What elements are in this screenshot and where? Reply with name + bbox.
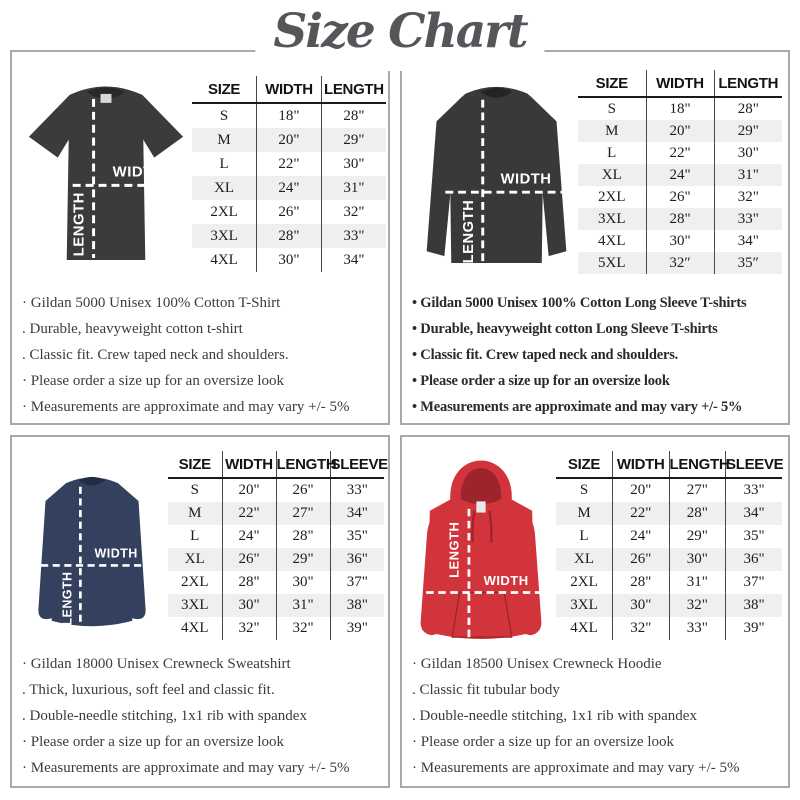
size-cell: 28" <box>276 525 330 548</box>
column-header: SLEEVE <box>726 451 783 478</box>
size-cell: 30" <box>613 594 670 617</box>
bullet-line: . Durable, heavyweight cotton t-shirt <box>22 321 243 337</box>
bullet-line: • Classic fit. Crew taped neck and shoulders. <box>412 347 679 363</box>
size-cell: 20" <box>257 128 322 152</box>
size-cell: M <box>188 505 202 521</box>
size-cell: 18" <box>646 97 714 120</box>
size-cell: 27" <box>669 478 726 502</box>
size-cell: 31" <box>714 164 782 186</box>
bullet-line: · Please order a size up for an oversize look <box>22 734 284 750</box>
size-cell: 20" <box>646 120 714 142</box>
size-cell: 37" <box>726 571 783 594</box>
long-sleeve-description <box>412 290 784 420</box>
size-row <box>192 200 386 224</box>
size-row <box>168 594 384 617</box>
size-cell: 28" <box>222 571 276 594</box>
panel-tshirt <box>10 50 390 425</box>
length-label: LENGTH <box>446 521 462 578</box>
size-cell: 2XL <box>570 574 598 590</box>
size-row <box>192 248 386 272</box>
size-cell: 34" <box>726 502 783 525</box>
size-cell: 36" <box>726 548 783 571</box>
size-row <box>556 617 782 640</box>
column-header: SLEEVE <box>330 451 384 478</box>
size-cell: 29" <box>669 525 726 548</box>
sweatshirt-description <box>22 651 384 781</box>
size-cell: S <box>190 482 199 498</box>
size-row <box>168 502 384 525</box>
column-header: LENGTH <box>714 70 782 97</box>
bullet-line: . Classic fit tubular body <box>412 682 560 698</box>
bullet-line: . Double-needle stitching, 1x1 rib with spandex <box>412 708 697 724</box>
hoodie-description <box>412 651 784 781</box>
tshirt-image <box>14 64 198 280</box>
size-cell: 32″ <box>646 252 714 274</box>
bullet-line: · Please order a size up for an oversize look <box>412 734 674 750</box>
size-cell: 30" <box>714 142 782 164</box>
size-row <box>578 142 782 164</box>
panel-sweatshirt <box>10 435 390 788</box>
column-header: WIDTH <box>257 76 322 103</box>
size-cell: 34" <box>321 248 386 272</box>
hoodie-neck-label <box>476 501 485 512</box>
size-cell: 28" <box>669 502 726 525</box>
size-cell: 3XL <box>598 210 626 227</box>
size-row <box>192 152 386 176</box>
size-row <box>556 548 782 571</box>
size-cell: 24" <box>257 176 322 200</box>
size-row <box>192 103 386 128</box>
size-row <box>556 478 782 502</box>
sweatshirt-image <box>16 451 168 653</box>
size-cell: M <box>577 505 591 521</box>
size-table-header-row <box>556 451 782 478</box>
size-cell: 29" <box>321 128 386 152</box>
size-cell: 2XL <box>181 574 209 590</box>
size-cell: 30" <box>669 548 726 571</box>
size-row <box>556 594 782 617</box>
size-row <box>556 525 782 548</box>
column-header: LENGTH <box>276 451 330 478</box>
size-cell: 32" <box>222 617 276 640</box>
hoodie-image <box>402 449 560 657</box>
page-title: Size Chart <box>255 0 544 71</box>
column-header: WIDTH <box>613 451 670 478</box>
panel-hoodie <box>400 435 790 788</box>
size-row <box>578 230 782 252</box>
size-cell: 2XL <box>210 203 238 220</box>
column-header: WIDTH <box>222 451 276 478</box>
size-cell: 24" <box>646 164 714 186</box>
size-cell: 22" <box>646 142 714 164</box>
bullet-line: · Measurements are approximate and may vary +/- 5% <box>412 760 740 776</box>
size-cell: 32" <box>714 186 782 208</box>
size-cell: 31" <box>276 594 330 617</box>
bullet-line: . Double-needle stitching, 1x1 rib with spandex <box>22 708 307 724</box>
size-cell: 32" <box>276 617 330 640</box>
size-cell: 35" <box>726 525 783 548</box>
length-label: LENGTH <box>71 192 88 257</box>
size-table-header-row <box>578 70 782 97</box>
bullet-line: • Durable, heavyweight cotton Long Sleeve T-shirts <box>412 321 718 337</box>
size-cell: 35" <box>330 525 384 548</box>
size-cell: 33" <box>330 478 384 502</box>
sweatshirt-size-table <box>168 451 388 640</box>
size-row <box>168 571 384 594</box>
column-header: SIZE <box>192 76 257 103</box>
size-cell: 22" <box>222 502 276 525</box>
column-header: SIZE <box>168 451 222 478</box>
size-cell: 5XL <box>598 254 626 271</box>
size-row <box>578 208 782 230</box>
size-cell: 28" <box>321 103 386 128</box>
bullet-line: · Measurements are approximate and may vary +/- 5% <box>22 399 350 415</box>
size-row <box>192 176 386 200</box>
length-label: LENGTH <box>60 571 75 626</box>
size-cell: L <box>219 155 229 172</box>
column-header: SIZE <box>578 70 646 97</box>
size-cell: 39" <box>330 617 384 640</box>
size-table-header-row <box>192 76 386 103</box>
size-row <box>168 525 384 548</box>
size-cell: S <box>607 100 616 117</box>
size-cell: M <box>217 131 231 148</box>
size-cell: 24" <box>613 525 670 548</box>
width-label: WIDTH <box>112 164 164 181</box>
hoodie-pocket <box>452 593 511 638</box>
size-row <box>192 224 386 248</box>
size-cell: 29" <box>276 548 330 571</box>
panel-long-sleeve <box>400 50 790 425</box>
size-cell: 4XL <box>598 232 626 249</box>
size-cell: 32" <box>321 200 386 224</box>
size-cell: 33" <box>726 478 783 502</box>
size-cell: 38" <box>726 594 783 617</box>
bullet-line: • Please order a size up for an oversize look <box>412 373 670 389</box>
size-cell: 26" <box>646 186 714 208</box>
size-cell: 30" <box>321 152 386 176</box>
size-cell: 3XL <box>570 597 598 613</box>
size-cell: 30" <box>276 571 330 594</box>
column-header: LENGTH <box>669 451 726 478</box>
size-cell: 30" <box>222 594 276 617</box>
size-row <box>578 120 782 142</box>
size-cell: S <box>219 107 229 124</box>
long-sleeve-image <box>406 66 588 282</box>
bullet-line: · Gildan 18000 Unisex Crewneck Sweatshirt <box>22 656 291 672</box>
size-cell: 26" <box>222 548 276 571</box>
size-cell: 4XL <box>181 620 209 636</box>
size-cell: L <box>579 528 589 544</box>
size-cell: 4XL <box>570 620 598 636</box>
size-cell: 26" <box>276 478 330 502</box>
size-cell: 29" <box>714 120 782 142</box>
size-cell: 26" <box>257 200 322 224</box>
size-cell: 33" <box>714 208 782 230</box>
size-row <box>578 252 782 274</box>
hoodie-size-table <box>556 451 782 640</box>
size-cell: 28" <box>714 97 782 120</box>
size-cell: 31" <box>321 176 386 200</box>
size-row <box>168 548 384 571</box>
size-cell: 38" <box>330 594 384 617</box>
size-cell: 3XL <box>210 227 238 244</box>
column-header: WIDTH <box>646 70 714 97</box>
size-cell: 30" <box>646 230 714 252</box>
size-row <box>556 502 782 525</box>
bullet-line: • Gildan 5000 Unisex 100% Cotton Long Sleeve T-shirts <box>412 295 747 311</box>
size-cell: L <box>607 144 617 161</box>
size-cell: 27" <box>276 502 330 525</box>
bullet-line: . Thick, luxurious, soft feel and classic fit. <box>22 682 275 698</box>
size-cell: 31" <box>669 571 726 594</box>
column-header: LENGTH <box>321 76 386 103</box>
size-cell: 28" <box>646 208 714 230</box>
size-cell: 18" <box>257 103 322 128</box>
size-row <box>192 128 386 152</box>
bullet-line: · Please order a size up for an oversize look <box>22 373 284 389</box>
size-row <box>578 97 782 120</box>
size-cell: 30" <box>257 248 322 272</box>
size-row <box>578 186 782 208</box>
size-cell: S <box>579 482 589 498</box>
width-label: WIDTH <box>94 546 138 561</box>
size-cell: XL <box>214 179 235 196</box>
size-cell: 33" <box>321 224 386 248</box>
size-table-header-row <box>168 451 384 478</box>
size-cell: 22" <box>257 152 322 176</box>
width-label: WIDTH <box>483 573 529 589</box>
size-cell: 32" <box>613 617 670 640</box>
size-cell: XL <box>184 551 205 567</box>
size-cell: 3XL <box>181 597 209 613</box>
size-cell: 35″ <box>714 252 782 274</box>
size-cell: M <box>605 122 619 139</box>
size-cell: L <box>190 528 200 544</box>
bullet-line: · Gildan 18500 Unisex Crewneck Hoodie <box>412 656 662 672</box>
bullet-line: • Measurements are approximate and may vary +/- 5% <box>412 399 743 415</box>
column-header: SIZE <box>556 451 613 478</box>
size-row <box>168 617 384 640</box>
long-sleeve-size-table <box>578 70 782 274</box>
size-cell: 28" <box>257 224 322 248</box>
bullet-line: · Gildan 5000 Unisex 100% Cotton T-Shirt <box>22 295 281 311</box>
size-cell: 20" <box>613 478 670 502</box>
size-cell: 39" <box>726 617 783 640</box>
tshirt-description <box>22 290 384 420</box>
size-cell: 28" <box>613 571 670 594</box>
size-cell: 36" <box>330 548 384 571</box>
bullet-line: · Measurements are approximate and may vary +/- 5% <box>22 760 350 776</box>
size-cell: 20" <box>222 478 276 502</box>
size-cell: 33" <box>669 617 726 640</box>
size-cell: 32" <box>669 594 726 617</box>
size-cell: 26" <box>613 548 670 571</box>
size-cell: 34" <box>714 230 782 252</box>
size-cell: XL <box>601 166 622 183</box>
length-label: LENGTH <box>460 199 477 264</box>
size-cell: 22" <box>613 502 670 525</box>
size-cell: XL <box>574 551 594 567</box>
tshirt-size-table <box>192 76 386 272</box>
bullet-line: . Classic fit. Crew taped neck and shoulders. <box>22 347 289 363</box>
size-cell: 4XL <box>210 251 238 268</box>
size-row <box>168 478 384 502</box>
size-row <box>578 164 782 186</box>
neck-label <box>101 94 112 103</box>
size-cell: 2XL <box>598 188 626 205</box>
width-label: WIDTH <box>500 171 552 188</box>
size-cell: 24" <box>222 525 276 548</box>
size-row <box>556 571 782 594</box>
size-cell: 37" <box>330 571 384 594</box>
size-cell: 34" <box>330 502 384 525</box>
